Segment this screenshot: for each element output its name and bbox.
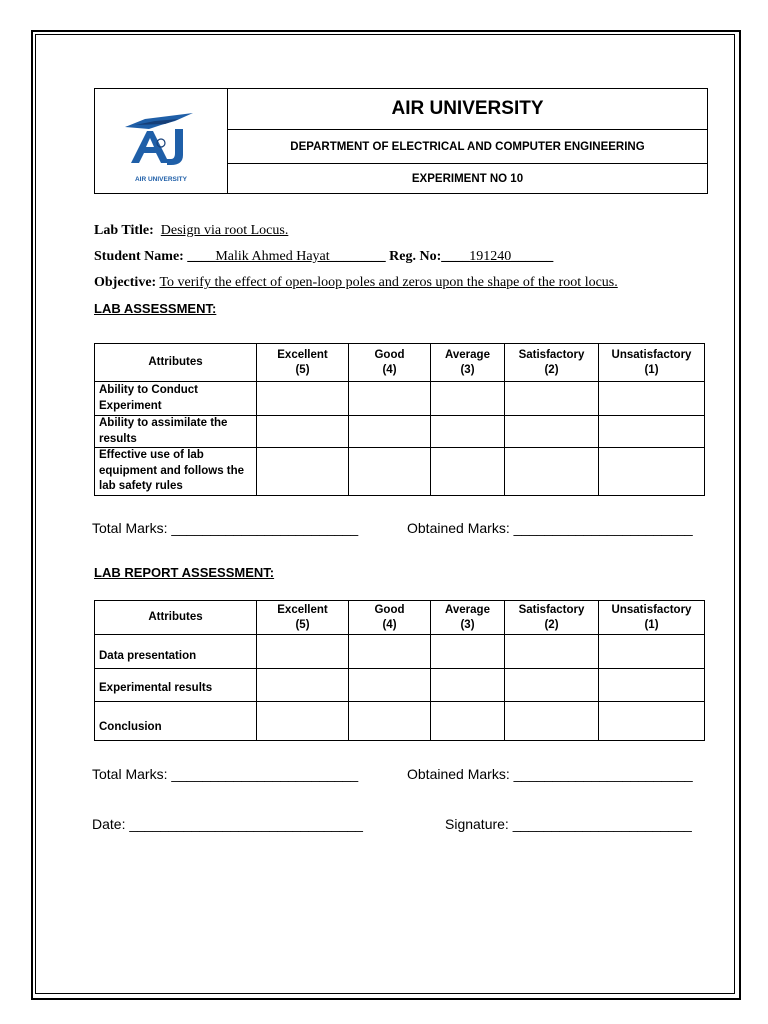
- experiment-number: EXPERIMENT NO 10: [411, 172, 524, 185]
- student-name-label: Student Name:: [94, 249, 184, 264]
- score-cell[interactable]: [505, 382, 599, 416]
- score-cell[interactable]: [505, 416, 599, 448]
- score-cell[interactable]: [505, 448, 599, 496]
- score-cell[interactable]: [599, 448, 705, 496]
- score-cell[interactable]: [257, 416, 349, 448]
- score-cell[interactable]: [257, 635, 349, 669]
- score-cell[interactable]: [349, 382, 431, 416]
- attribute-cell: Experimental results: [95, 669, 257, 702]
- score-cell[interactable]: [431, 448, 505, 496]
- score-cell[interactable]: [257, 669, 349, 702]
- score-cell[interactable]: [257, 702, 349, 741]
- score-cell[interactable]: [599, 669, 705, 702]
- score-cell[interactable]: [431, 702, 505, 741]
- header-table: [94, 88, 708, 194]
- student-name-line: [94, 249, 553, 265]
- column-header: Average (3): [431, 344, 505, 382]
- score-cell[interactable]: [505, 635, 599, 669]
- lab-assessment-heading: LAB ASSESSMENT:: [94, 301, 217, 316]
- score-cell[interactable]: [349, 669, 431, 702]
- report-obtained-marks: Obtained Marks: _______________________: [407, 766, 693, 782]
- score-cell[interactable]: [431, 416, 505, 448]
- reg-no-label: Reg. No:: [389, 249, 442, 264]
- university-title: AIR UNIVERSITY: [228, 89, 707, 130]
- score-cell[interactable]: [599, 382, 705, 416]
- score-cell[interactable]: [599, 702, 705, 741]
- table-header-row: [95, 601, 705, 635]
- lab-total-marks: Total Marks: ________________________: [92, 520, 359, 536]
- lab-report-assessment-table: [94, 600, 705, 741]
- column-header: Excellent (5): [257, 601, 349, 635]
- table-row: [95, 702, 705, 741]
- signature-line: Signature: _______________________: [445, 816, 692, 832]
- column-header: Unsatisfactory (1): [599, 344, 705, 382]
- score-cell[interactable]: [349, 702, 431, 741]
- attribute-cell: Effective use of lab equipment and follows the lab safety rules: [95, 448, 257, 496]
- score-cell[interactable]: [599, 416, 705, 448]
- score-cell[interactable]: [349, 416, 431, 448]
- score-cell[interactable]: [505, 702, 599, 741]
- score-cell[interactable]: [599, 635, 705, 669]
- table-header-row: [95, 344, 705, 382]
- table-row: [95, 635, 705, 669]
- column-header: Good (4): [349, 601, 431, 635]
- column-header: Satisfactory (2): [505, 344, 599, 382]
- table-row: [95, 416, 705, 448]
- reg-no-value: ____191240______: [441, 249, 554, 264]
- column-header: Good (4): [349, 344, 431, 382]
- lab-obtained-marks: Obtained Marks: _______________________: [407, 520, 693, 536]
- objective-value: To verify the effect of open-loop poles and zeros upon the shape of the root locus.: [159, 275, 618, 290]
- attribute-cell: Data presentation: [95, 635, 257, 669]
- lab-assessment-table: [94, 343, 705, 496]
- score-cell[interactable]: [431, 635, 505, 669]
- student-name-value: ____Malik Ahmed Hayat________: [187, 249, 386, 264]
- attributes-header: Attributes: [95, 344, 257, 382]
- lab-title-label: Lab Title:: [94, 223, 154, 238]
- logo-cell: [95, 89, 228, 193]
- lab-report-assessment-heading: LAB REPORT ASSESSMENT:: [94, 565, 275, 580]
- score-cell[interactable]: [349, 448, 431, 496]
- score-cell[interactable]: [505, 669, 599, 702]
- column-header: Average (3): [431, 601, 505, 635]
- table-row: [95, 382, 705, 416]
- table-row: [95, 448, 705, 496]
- air-university-logo: [95, 89, 227, 193]
- score-cell[interactable]: [431, 382, 505, 416]
- score-cell[interactable]: [257, 448, 349, 496]
- report-total-marks: Total Marks: ________________________: [92, 766, 359, 782]
- attribute-cell: Ability to assimilate the results: [95, 416, 257, 448]
- lab-title-line: [94, 223, 288, 239]
- column-header: Satisfactory (2): [505, 601, 599, 635]
- score-cell[interactable]: [431, 669, 505, 702]
- objective-line: [94, 275, 618, 291]
- lab-title-value: Design via root Locus.: [160, 223, 289, 238]
- score-cell[interactable]: [349, 635, 431, 669]
- table-row: [95, 669, 705, 702]
- department-title: DEPARTMENT OF ELECTRICAL AND COMPUTER ENGINEERING: [228, 130, 707, 164]
- column-header: Excellent (5): [257, 344, 349, 382]
- attribute-cell: Ability to Conduct Experiment: [95, 382, 257, 416]
- date-line: Date: ______________________________: [92, 816, 363, 832]
- score-cell[interactable]: [257, 382, 349, 416]
- attribute-cell: Conclusion: [95, 702, 257, 741]
- column-header: Unsatisfactory (1): [599, 601, 705, 635]
- attributes-header: Attributes: [95, 601, 257, 635]
- logo-text: AIR UNIVERSITY: [134, 176, 188, 183]
- objective-label: Objective:: [94, 275, 157, 290]
